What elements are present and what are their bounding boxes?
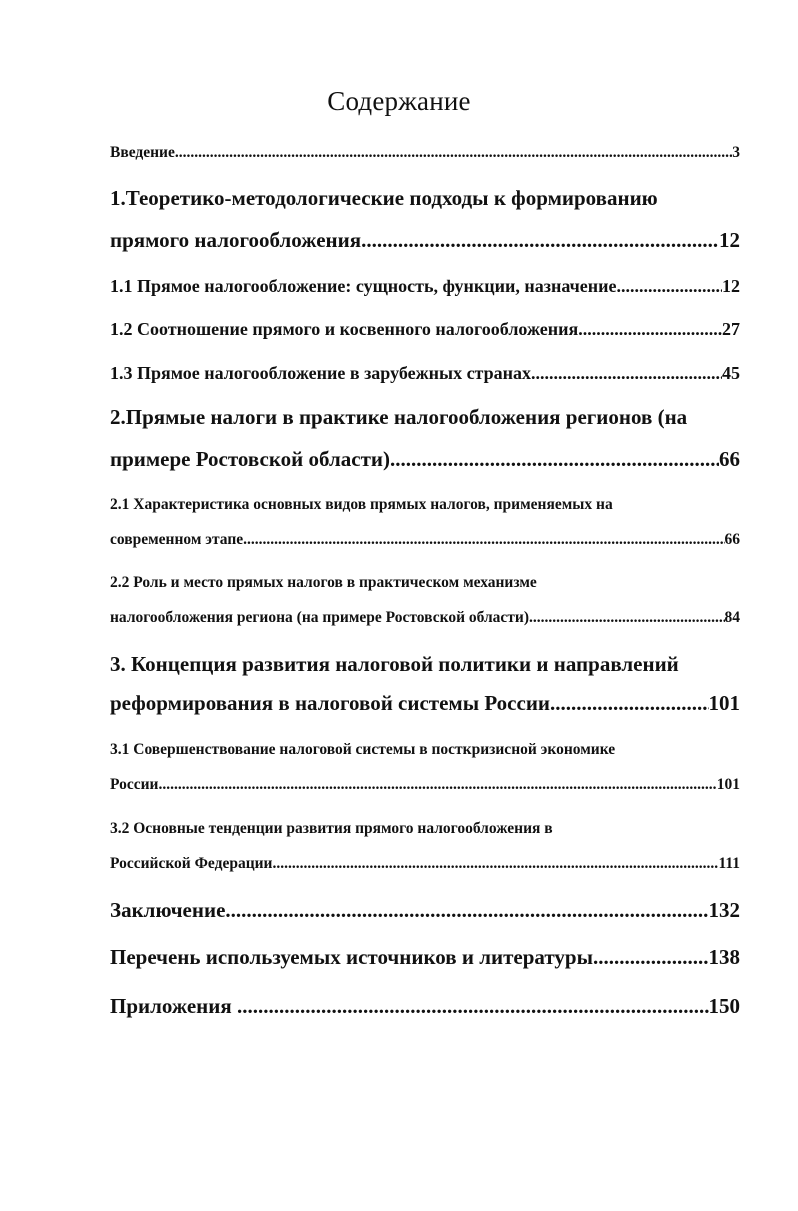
- toc-entry-text-line-1: 2.1 Характеристика основных видов прямых налогов, применяемых на: [110, 496, 613, 513]
- toc-entry-conclusion[interactable]: [110, 898, 740, 923]
- toc-entry-chapter-2-cont[interactable]: [110, 447, 740, 472]
- toc-page-number: 45: [722, 363, 740, 383]
- toc-entry-chapter-3[interactable]: [110, 652, 740, 677]
- dot-leader: [578, 319, 722, 340]
- toc-entry-section-2-2[interactable]: [110, 574, 740, 592]
- toc-entry-text: Приложения: [110, 994, 237, 1018]
- dot-leader: [529, 609, 724, 627]
- toc-entry-text-line-1: 2.Прямые налоги в практике налогообложения регионов (на: [110, 405, 688, 429]
- toc-entry-text-line-2: современном этапе: [110, 531, 244, 548]
- toc-page-number: 132: [708, 898, 740, 922]
- toc-entry-section-2-2-cont[interactable]: [110, 609, 740, 627]
- dot-leader: [158, 776, 716, 794]
- toc-entry-section-2-1-cont[interactable]: [110, 531, 740, 549]
- dot-leader: [361, 228, 719, 253]
- toc-page-number: 111: [718, 855, 740, 872]
- toc-entry-text-line-1: 3. Концепция развития налоговой политики и направлений: [110, 652, 679, 676]
- toc-entry-sources[interactable]: [110, 945, 740, 970]
- dot-leader: [225, 898, 708, 923]
- dot-leader: [593, 945, 709, 970]
- toc-entry-appendix[interactable]: [110, 994, 740, 1019]
- toc-entry-text-line-2: России: [110, 776, 159, 793]
- dot-leader: [237, 994, 709, 1019]
- toc-entry-text: 1.3 Прямое налогообложение в зарубежных странах: [110, 363, 532, 383]
- toc-page-number: 101: [716, 776, 740, 793]
- toc-entry-chapter-2[interactable]: [110, 405, 740, 430]
- toc-entry-text: Заключение: [110, 898, 226, 922]
- dot-leader: [243, 531, 724, 549]
- toc-page-number: 12: [722, 276, 740, 296]
- page-title: Содержание: [327, 86, 471, 116]
- toc-entry-text: Перечень используемых источников и литературы: [110, 945, 593, 969]
- toc-entry-chapter-3-cont[interactable]: [110, 691, 740, 716]
- toc-page-number: 12: [719, 228, 740, 252]
- toc-entry-chapter-1-cont[interactable]: [110, 228, 740, 253]
- toc-entry-section-3-2-cont[interactable]: [110, 855, 740, 873]
- toc-entry-section-1-3[interactable]: [110, 363, 740, 384]
- toc-entry-section-3-1[interactable]: [110, 741, 740, 759]
- toc-entry-text: Введение: [110, 144, 175, 161]
- toc-page-number: 3: [732, 144, 740, 161]
- dot-leader: [531, 363, 722, 384]
- toc-entry-text-line-2: налогообложения региона (на примере Ростовской области): [110, 609, 530, 626]
- dot-leader: [273, 855, 719, 873]
- toc-page-number: 101: [708, 691, 740, 715]
- toc-entry-text-line-1: 1.Теоретико-методологические подходы к формированию: [110, 186, 658, 210]
- toc-entry-section-1-1[interactable]: [110, 276, 740, 297]
- dot-leader: [550, 691, 708, 716]
- dot-leader: [175, 144, 732, 162]
- toc-entry-text-line-2: Российской Федерации: [110, 855, 273, 872]
- toc-entry-text-line-2: реформирования в налоговой системы России: [110, 691, 551, 715]
- toc-page-number: 150: [708, 994, 740, 1018]
- toc-entry-chapter-1[interactable]: [110, 186, 740, 211]
- toc-entry-introduction[interactable]: [110, 144, 740, 162]
- dot-leader: [390, 447, 719, 472]
- toc-entry-text-line-2: прямого налогообложения: [110, 228, 362, 252]
- toc-page-number: 66: [719, 447, 740, 471]
- toc-entry-text-line-2: примере Ростовской области): [110, 447, 390, 471]
- toc-page-number: 27: [722, 319, 740, 339]
- toc-entry-section-3-2[interactable]: [110, 820, 740, 838]
- toc-page-number: 138: [708, 945, 740, 969]
- toc-page-number: 84: [724, 609, 740, 626]
- dot-leader: [617, 276, 722, 297]
- toc-entry-section-1-2[interactable]: [110, 319, 740, 340]
- toc-page-number: 66: [724, 531, 740, 548]
- toc-entry-text-line-1: 3.1 Совершенствование налоговой системы в посткризисной экономике: [110, 741, 616, 758]
- toc-entry-section-2-1[interactable]: [110, 496, 740, 514]
- toc-entry-text-line-1: 2.2 Роль и место прямых налогов в практическом механизме: [110, 574, 537, 591]
- toc-entry-text-line-1: 3.2 Основные тенденции развития прямого налогообложения в: [110, 820, 553, 837]
- toc-entry-text: 1.2 Соотношение прямого и косвенного налогообложения: [110, 319, 579, 339]
- toc-entry-text: 1.1 Прямое налогообложение: сущность, функции, назначение: [110, 276, 617, 296]
- toc-entry-section-3-1-cont[interactable]: [110, 776, 740, 794]
